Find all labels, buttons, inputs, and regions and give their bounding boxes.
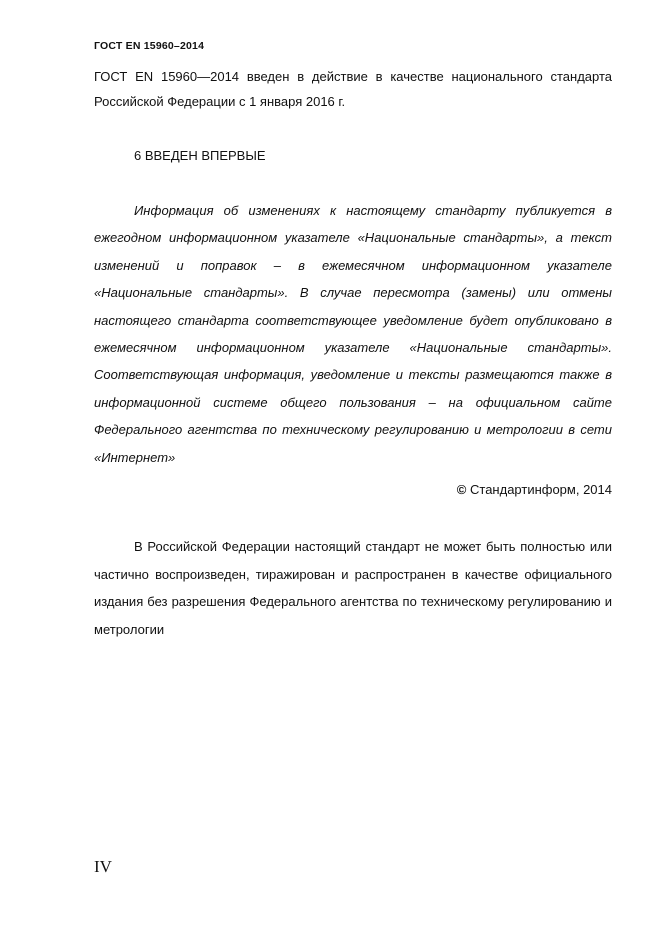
reproduction-rights-paragraph: В Российской Федерации настоящий стандарт не может быть полностью или частично воспроизведен, тиражирован и распространен в качестве официального издания без разрешения Федерального агентства по техническому регулированию и метрологии — [94, 539, 612, 637]
copyright-line — [457, 477, 612, 502]
document-code-header: ГОСТ EN 15960–2014 — [94, 40, 205, 52]
copyright-text: Стандартинформ, 2014 — [470, 482, 612, 497]
amendments-info-paragraph: Информация об изменениях к настоящему стандарту публикуется в ежегодном информационном указателе «Национальные стандарты», а текст изменений и поправок – в ежемесячном информационном указателе «Национальные стандарты». В случае пересмотра (замены) или отмены настоящего стандарта соответствующее уведомление будет опубликовано в ежемесячном информационном указателе «Национальные стандарты». Соответствующая информация, уведомление и тексты размещаются также в информационной системе общего пользования – на официальном сайте Федерального агентства по техническому регулированию и метрологии в сети «Интернет» — [94, 203, 612, 465]
page-number: IV — [94, 857, 112, 876]
introduction-paragraph: ГОСТ EN 15960—2014 введен в действие в качестве национального стандарта Российской Федерации с 1 января 2016 г. — [94, 69, 612, 109]
section-6-heading: 6 ВВЕДЕН ВПЕРВЫЕ — [134, 148, 266, 163]
copyright-symbol: © — [456, 482, 467, 497]
